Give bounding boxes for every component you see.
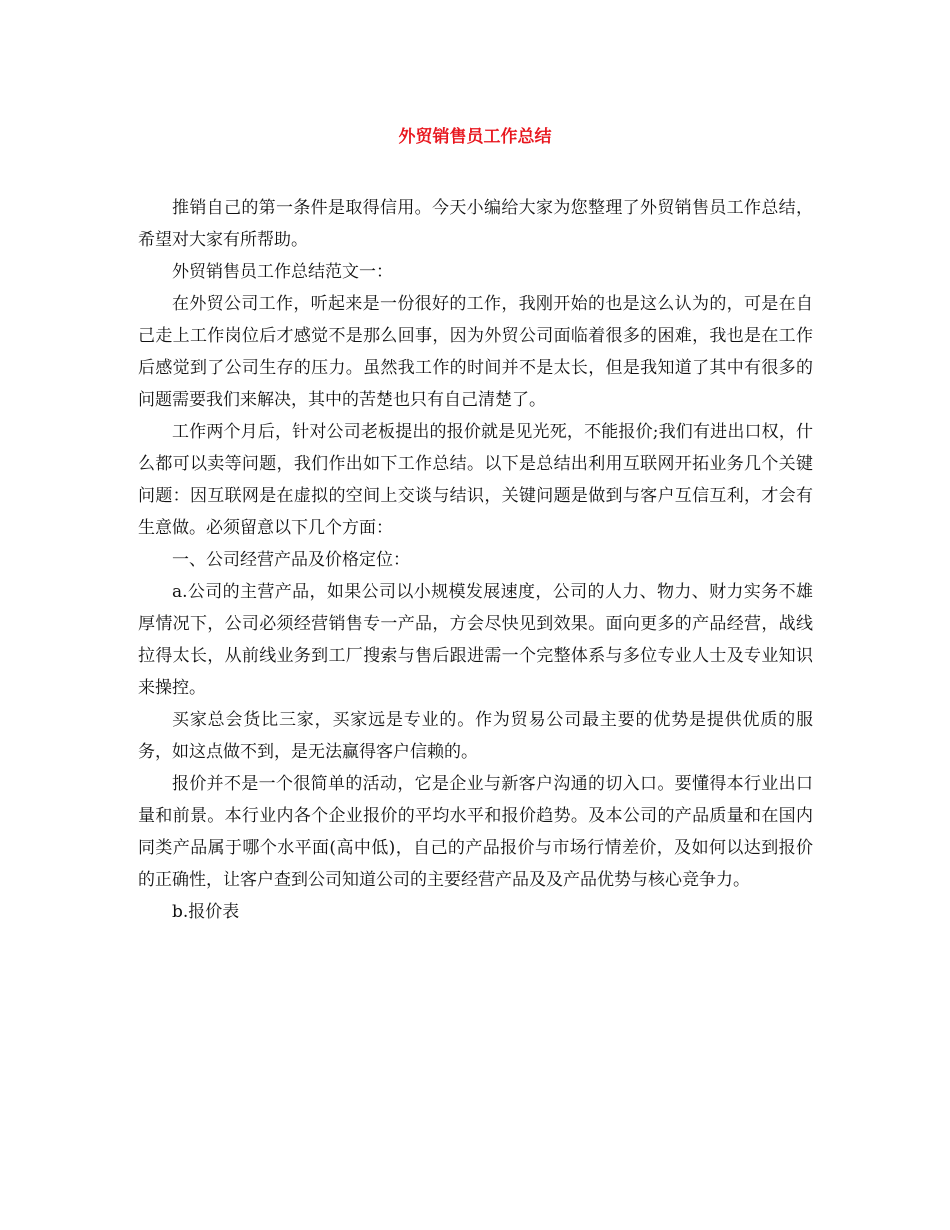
paragraph-intro: 推销自己的第一条件是取得信用。今天小编给大家为您整理了外贸销售员工作总结，希望对大家有所帮助。 <box>138 198 813 250</box>
paragraph-price-list: b.报价表 <box>172 902 240 922</box>
paragraph-sample-heading: 外贸销售员工作总结范文一： <box>172 262 393 282</box>
paragraph-summary: 工作两个月后，针对公司老板提出的报价就是见光死，不能报价;我们有进出口权，什么都可以卖等问题，我们作出如下工作总结。以下是总结出利用互联网开拓业务几个关键问题：因互联网是在虚拟的空间上交谈与结识，关键问题是做到与客户互信互利，才会有生意做。必须留意以下几个方面： <box>138 422 813 538</box>
paragraph-buyers: 买家总会货比三家，买家远是专业的。作为贸易公司最主要的优势是提供优质的服务，如这点做不到，是无法赢得客户信赖的。 <box>138 710 813 762</box>
paragraph-quotation: 报价并不是一个很简单的活动，它是企业与新客户沟通的切入口。要懂得本行业出口量和前景。本行业内各个企业报价的平均水平和报价趋势。及本公司的产品质量和在国内同类产品属于哪个水平面(高中低)，自己的产品报价与市场行情差价，及如何以达到报价的正确性，让客户查到公司知道公司的主要经营产品及及产品优势与核心竞争力。 <box>138 774 813 890</box>
paragraph-main-products: a.公司的主营产品，如果公司以小规模发展速度，公司的人力、物力、财力实务不雄厚情况下，公司必须经营销售专一产品，方会尽快见到效果。面向更多的产品经营，战线拉得太长，从前线业务到工厂搜索与售后跟进需一个完整体系与多位专业人士及专业知识来操控。 <box>138 582 813 698</box>
paragraph-experience: 在外贸公司工作，听起来是一份很好的工作，我刚开始的也是这么认为的，可是在自己走上工作岗位后才感觉不是那么回事，因为外贸公司面临着很多的困难，我也是在工作后感觉到了公司生存的压力。虽然我工作的时间并不是太长，但是我知道了其中有很多的问题需要我们来解决，其中的苦楚也只有自己清楚了。 <box>138 294 813 410</box>
paragraph-section-one: 一、公司经营产品及价格定位： <box>172 550 410 570</box>
document-title: 外贸销售员工作总结 <box>398 127 552 147</box>
document-body <box>138 192 813 928</box>
